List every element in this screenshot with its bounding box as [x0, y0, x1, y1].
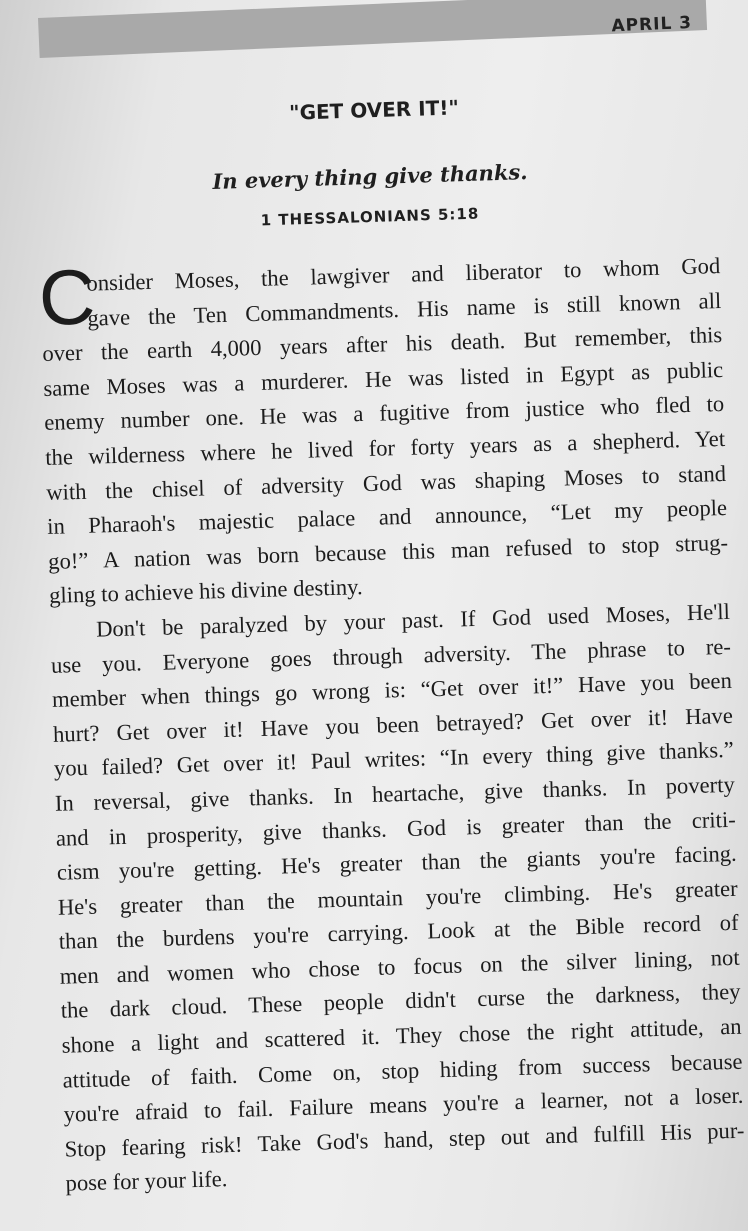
- body-line: same Moses was a murderer. He was listed in Egypt as public: [43, 356, 724, 401]
- body-line: go!” A nation was born because this man refused to stop strug-: [47, 529, 729, 574]
- body-line: attitude of faith. Come on, stop hiding from success because: [62, 1048, 743, 1093]
- body-line: In reversal, give thanks. In heartache, give thanks. In poverty: [54, 771, 736, 816]
- body-line: He's greater than the mountain you're climbing. He's greater: [57, 875, 738, 920]
- body-line: the wilderness where he lived for forty years as a shepherd. Yet: [44, 425, 726, 470]
- body-line: you're afraid to fail. Failure means you're a learner, not a loser.: [63, 1082, 744, 1127]
- header-band: [38, 0, 707, 58]
- body-line: onsider Moses, the lawgiver and liberator to whom God: [86, 253, 721, 296]
- body-line: cism you're getting. He's greater than the giants you're facing.: [56, 840, 737, 885]
- drop-cap: C: [37, 252, 97, 343]
- body-line: you failed? Get over it! Paul writes: “In every thing give thanks.”: [53, 737, 735, 782]
- body-line: member when things go wrong is: “Get over it!” Have you been: [51, 667, 733, 712]
- body-line: and in prosperity, give thanks. God is greater than the criti-: [55, 806, 736, 851]
- body-line: Don't be paralyzed by your past. If God used Moses, He'll: [95, 598, 731, 642]
- page-title: "GET OVER IT!": [288, 95, 460, 125]
- body-line: Stop fearing risk! Take God's hand, step out and fulfill His pur-: [64, 1117, 745, 1162]
- body-line: men and women who chose to focus on the silver lining, not: [59, 944, 740, 989]
- body-line: in Pharaoh's majestic palace and announce, “Let my people: [46, 495, 728, 540]
- body-line: gling to achieve his divine destiny.: [48, 574, 363, 609]
- body-line: over the earth 4,000 years after his death. But remember, this: [42, 322, 723, 367]
- body-line: with the chisel of adversity God was shaping Moses to stand: [45, 460, 727, 505]
- body-text: [37, 249, 746, 1202]
- scripture-reference: 1 THESSALONIANS 5:18: [260, 204, 480, 230]
- body-line: hurt? Get over it! Have you been betrayed? Get over it! Have: [52, 702, 734, 747]
- body-line: enemy number one. He was a fugitive from justice who fled to: [43, 391, 725, 436]
- body-line: the dark cloud. These people didn't curse the darkness, they: [60, 979, 741, 1024]
- page-date: APRIL 3: [611, 13, 693, 37]
- body-line: use you. Everyone goes through adversity. The phrase to re-: [50, 633, 732, 678]
- scripture-verse: In every thing give thanks.: [212, 159, 528, 194]
- body-line: shone a light and scattered it. They chose the right attitude, an: [61, 1013, 742, 1058]
- body-line: pose for your life.: [65, 1166, 228, 1197]
- body-line: gave the Ten Commandments. His name is still known all: [87, 287, 722, 331]
- body-line: than the burdens you're carrying. Look at the Bible record of: [58, 910, 739, 955]
